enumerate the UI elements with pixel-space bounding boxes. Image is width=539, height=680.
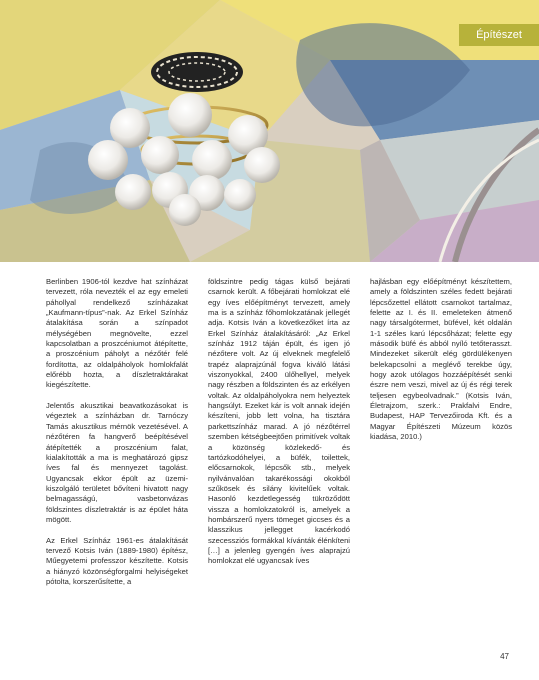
text-column-1 [46,277,188,598]
paragraph: Az Erkel Színház 1961-es átalakítását tervező Kotsis Iván (1889-1980) építész, Műegyetemi professzor készítette. Kotsis a hiányzó közönségforgalmi helyiségeket pótolta, korszerűsítette, a [46,535,188,586]
article-body [46,277,512,627]
section-label: Építészet [459,24,539,46]
paragraph: hajlásban egy előépítményt készítettem, amely a földszinten széles fedett bejárati lépcsőzettel ellátott csarnokot tartalmaz, felette az I. és II. emeleteken átmenő nagy társalgótermet, büfével, két oldalán 1-1 széles karú lépcsőházat; felette egy második büfé és abból nyíló tetőterasszt. Mindezeket sikerült elég gördülékenyen belekapcsolni a meglévő terekbe úgy, hogy azok utólagos hozzáépítését senki észre nem veszi, mivel az új és régi terek teljesen egybeolvadnak.” (Kotsis Iván, Életrajzom, szerk.: Prakfalvi Endre, Budapest, HAP Tervezőiroda Kft. és a Magyar Építészeti Múzeum közös kiadása, 2010.) [370,277,512,442]
paragraph: Berlinben 1906-tól kezdve hat színházat tervezett, róla nevezték el az egy emeleti páhollyal rendelkező színházakat „Kaufmann-típus”-nak. Az Erkel Színház átalakítása során a színpadot mélységében megnövelte, ezzel kapcsolatban a proszcéniumot átépítette, a proszcénium páholyt a nézőtér felé fordította, az oldalpáholyok homlokfalát előrébb hozta, a díszletraktárakat kiegészítette. [46,277,188,390]
page-number: 47 [500,652,509,661]
text-column-2 [208,277,350,577]
paragraph: Jelentős akusztikai beavatkozásokat is végeztek a színházban dr. Tarnóczy Tamás akusztikus mérnök vezetésével. A nézőtéren fa hangverő beépítésével átépítették a proszcénium falat, kialakították a ma is meghatározó gipsz íves fal és mennyezet tagolást. Ugyancsak ekkor épült az üzemi-kiszolgáló területet bővíteni hivatott nagy belmagasságú, vasbetonvázas földszintes díszletraktár is az épület háta mögött. [46,401,188,524]
header-photo [0,0,539,262]
paragraph: földszintre pedig tágas külső bejárati csarnok került. A főbejárati homlokzat elé egy íves előépítményt tervezett, amely ma is a színház főhomlokzatának jellegét adja. Kotsis Iván a következőket írta az Erkel Színház átalakításáról: „Az Erkel színház 1912 táján épült, és igen jó nézőtere volt. Az új elveknek megfelelő trapéz alaprajzúnál fogva kiváló látási viszonyokkal, 2400 ülőhellyel, melyek nagy részben a földszinten és az erkélyen voltak. Az oldalpáholyokra nem helyeztek hangsúlyt. Ezeket kár is volt annak idején készíteni, jobb lett volna, ha tisztára parkettszínház marad. A jó nézőtérrel szemben kétségbeejtően primitívek voltak a közönség közlekedő- és tartózkodóhelyei, a büfék, toilettek, előcsarnokok, lépcsők stb., melyek nyilvánvalóan takarékossági okokból szűkösek és silány kivitelűek voltak. Hasonló kezdetlegesség tükröződött vissza a homlokzatokról is, amelyek a hombárszerű nyers tömeget giccses és a klasszikus jellegget kacérkodó szecessziós formákkal kívánták élénkíteni […] a jelenleg gyengén íves alaprajzú homlokzat elé ugyancsak íves [208,277,350,566]
text-column-3 [370,277,512,453]
